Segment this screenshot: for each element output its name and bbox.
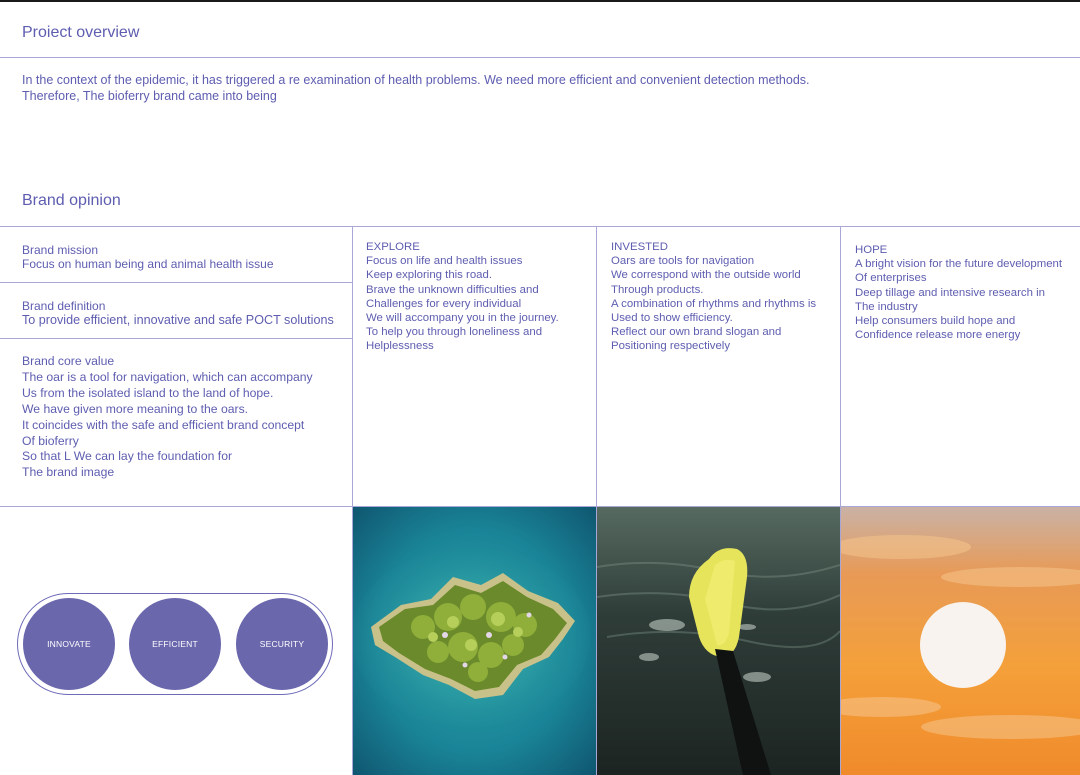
core-value-line: The oar is a tool for navigation, which can accompany: [22, 369, 313, 384]
invested-line: Used to show efficiency.: [611, 312, 733, 325]
island-aerial-photo: [353, 507, 596, 775]
brand-core-value-label: Brand core value: [22, 354, 115, 368]
brand-definition: [22, 299, 334, 327]
divider: [0, 226, 1080, 227]
hope-line: Confidence release more energy: [855, 329, 1021, 342]
brand-definition-label: Brand definition: [22, 299, 106, 313]
hope-line: The industry: [855, 300, 918, 313]
core-value-line: So that L We can lay the foundation for: [22, 449, 233, 464]
core-value-line: We have given more meaning to the oars.: [22, 401, 249, 416]
overview-text: [22, 72, 810, 104]
explore-heading: EXPLORE: [366, 241, 420, 253]
brand-core-value: [22, 354, 313, 481]
core-value-line: Of bioferry: [22, 433, 79, 448]
yellow-oar-photo: [597, 507, 840, 775]
explore-line: Brave the unknown difficulties and: [366, 283, 539, 296]
invested-line: Through products.: [611, 283, 704, 296]
hope-line: Help consumers build hope and: [855, 315, 1016, 328]
invested-line: Reflect our own brand slogan and: [611, 326, 782, 339]
explore-line: Challenges for every individual: [366, 297, 522, 310]
sunset-sky-photo: [841, 507, 1080, 775]
core-value-line: The brand image: [22, 465, 115, 480]
invested-line: Positioning respectively: [611, 340, 731, 353]
hope-heading: HOPE: [855, 244, 888, 256]
explore-line: Keep exploring this road.: [366, 269, 493, 282]
explore-line: To help you through loneliness and: [366, 326, 543, 339]
explore-line: We will accompany you in the journey.: [366, 312, 559, 325]
divider: [0, 338, 352, 339]
value-circle-innovate: INNOVATE: [23, 598, 115, 690]
brand-definition-text: To provide efficient, innovative and safe POCT solutions: [22, 313, 334, 327]
hope-column: [855, 243, 1062, 342]
invested-heading: INVESTED: [611, 241, 668, 253]
divider: [0, 282, 352, 283]
invested-line: A combination of rhythms and rhythms is: [611, 297, 817, 310]
value-circle-security: SECURITY: [236, 598, 328, 690]
overview-line: In the context of the epidemic, it has triggered a re examination of health problems. We need more efficient and convenient detection methods.: [22, 73, 810, 87]
brand-mission-label: Brand mission: [22, 243, 99, 257]
explore-line: Helplessness: [366, 340, 434, 353]
value-circle-efficient: EFFICIENT: [129, 598, 221, 690]
hope-line: A bright vision for the future development: [855, 258, 1063, 271]
explore-line: Focus on life and health issues: [366, 255, 523, 268]
core-value-line: It coincides with the safe and efficient brand concept: [22, 417, 305, 432]
explore-column: [366, 240, 559, 354]
overview-line: Therefore, The bioferry brand came into being: [22, 89, 277, 103]
invested-column: [611, 240, 816, 354]
core-value-line: Us from the isolated island to the land of hope.: [22, 385, 274, 400]
invested-line: Oars are tools for navigation: [611, 255, 755, 268]
brand-mission: [22, 243, 274, 271]
hope-line: Deep tillage and intensive research in: [855, 286, 1045, 299]
project-overview-title: Proiect overview: [22, 24, 140, 41]
divider: [0, 57, 1080, 58]
brand-mission-text: Focus on human being and animal health issue: [22, 257, 274, 271]
top-border: [0, 0, 1080, 2]
hope-line: Of enterprises: [855, 272, 927, 285]
brand-opinion-title: Brand opinion: [22, 192, 121, 209]
invested-line: We correspond with the outside world: [611, 269, 801, 282]
